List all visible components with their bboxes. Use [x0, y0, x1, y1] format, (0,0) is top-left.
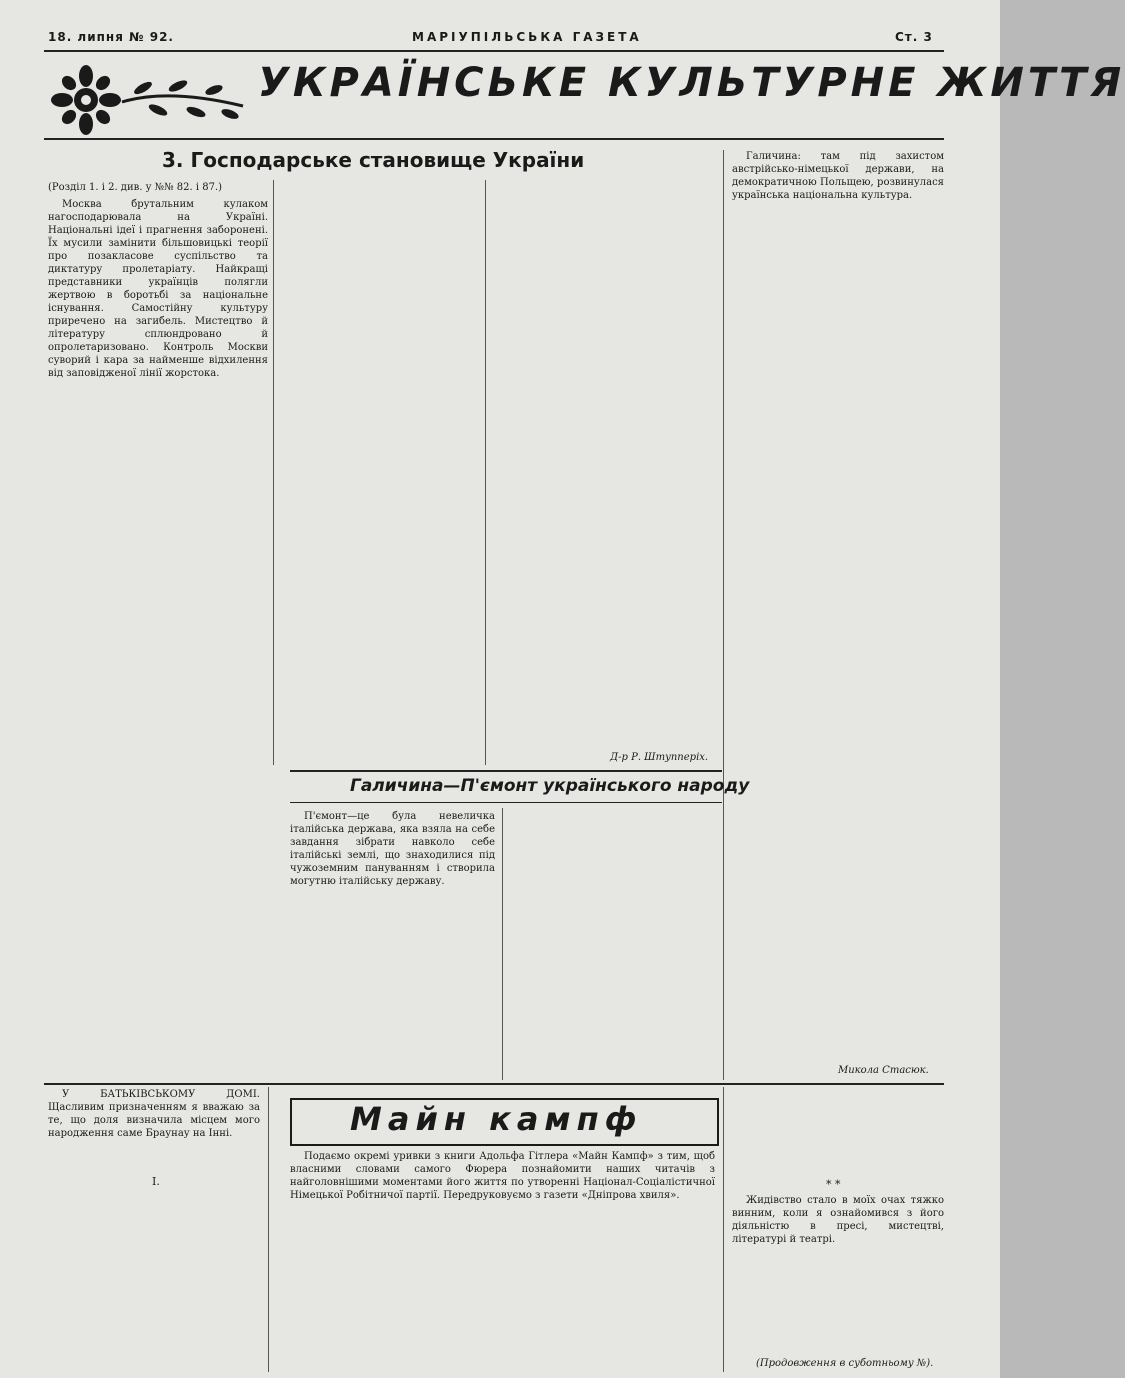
column-divider: [723, 150, 724, 1080]
article1-signature: Д-р Р. Штупперіх.: [610, 752, 709, 763]
article2-signature: Микола Стасюк.: [838, 1065, 929, 1076]
article3-title: Майн кампф: [350, 1100, 643, 1138]
issue-date: 18. липня № 92.: [48, 30, 174, 44]
article3-left-heading: У БАТЬКІВСЬКОМУ ДОМІ.: [62, 1089, 260, 1100]
section-stars: * *: [826, 1178, 841, 1191]
article3-right-column: [732, 1194, 944, 1254]
section-title-rule: [44, 138, 944, 140]
article2-title: Галичина—П'ємонт українського народу: [350, 776, 750, 796]
floral-ornament-icon: [48, 58, 248, 138]
article3-rule: [44, 1083, 944, 1085]
article3-lead: [290, 1150, 715, 1215]
article3-right-paragraph: Жидівство стало в моїх очах тяжко винним, коли я ознайомився з його діяльністю в пресі, мистецтві, літературі й театрі.: [732, 1195, 944, 1245]
article2-paragraph: П'ємонт—це була невеличка італійська держава, яка взяла на себе завдання зібрати навколо себе італійські землі, що знаходилися під чужоземним пануванням і створила могутню італійську державу.: [290, 811, 495, 887]
article3-left-text: Щасливим призначенням я вважаю за те, що доля визначила місцем мого народження саме Браунау на Інні.: [48, 1102, 260, 1139]
column-divider: [485, 180, 486, 765]
header-rule: [44, 50, 944, 52]
column-divider: [502, 808, 503, 1080]
article1-title: 3. Господарське становище України: [162, 148, 585, 172]
article2-rule-top: [290, 770, 722, 772]
article1-intro: (Розділ 1. і 2. див. у №№ 82. і 87.): [48, 182, 223, 193]
roman-numeral-one: I.: [152, 1175, 160, 1188]
article2-column: [290, 810, 495, 890]
column-divider: [268, 1087, 269, 1372]
page-number: Ст. 3: [895, 30, 933, 44]
article3-left-paragraph: [48, 1088, 260, 1140]
article3-lead-text: Подаємо окремі уривки з книги Адольфа Гітлера «Майн Кампф» з тим, щоб власними словами самого Фюрера познайомити наших читачів з найголовнішими моментами його життя по утворенні Націонал-Соціалістичної Німецької Робітничої партії. Передруковуємо з газети «Дніпрова хвиля».: [290, 1151, 715, 1201]
article1-column: [48, 198, 268, 379]
right-column: [732, 150, 944, 230]
column-divider: [723, 1087, 724, 1372]
section-title: УКРАЇНСЬКЕ КУЛЬТУРНЕ ЖИТТЯ: [258, 60, 1125, 106]
paper-name: МАРІУПІЛЬСЬКА ГАЗЕТА: [412, 30, 642, 44]
continued-note: (Продовження в суботньому №).: [756, 1358, 934, 1369]
article3-left-column: [48, 1088, 260, 1168]
right-column-paragraph: Галичина: там під захистом австрійсько-німецької держави, на демократичною Польщею, розвинулася українська національна культура.: [732, 151, 944, 201]
article2-rule-bottom: [290, 802, 722, 803]
article1-paragraph: Москва брутальним кулаком нагосподарювала на Україні. Національні ідеї і прагнення заборонені. Їх мусили замінити більшовицькі теорії про позакласове суспільство та диктатуру пролетаріату. Найкращі представники українців полягли жертвою в боротьбі за національне існування. Самостійну культуру приречено на загибель. Мистецтво й літературу сплюндровано й опролетаризовано. Контроль Москви суворий і кара за найменше відхилення від заповідженої лінії жорстока.: [48, 199, 268, 379]
column-divider: [273, 180, 274, 765]
